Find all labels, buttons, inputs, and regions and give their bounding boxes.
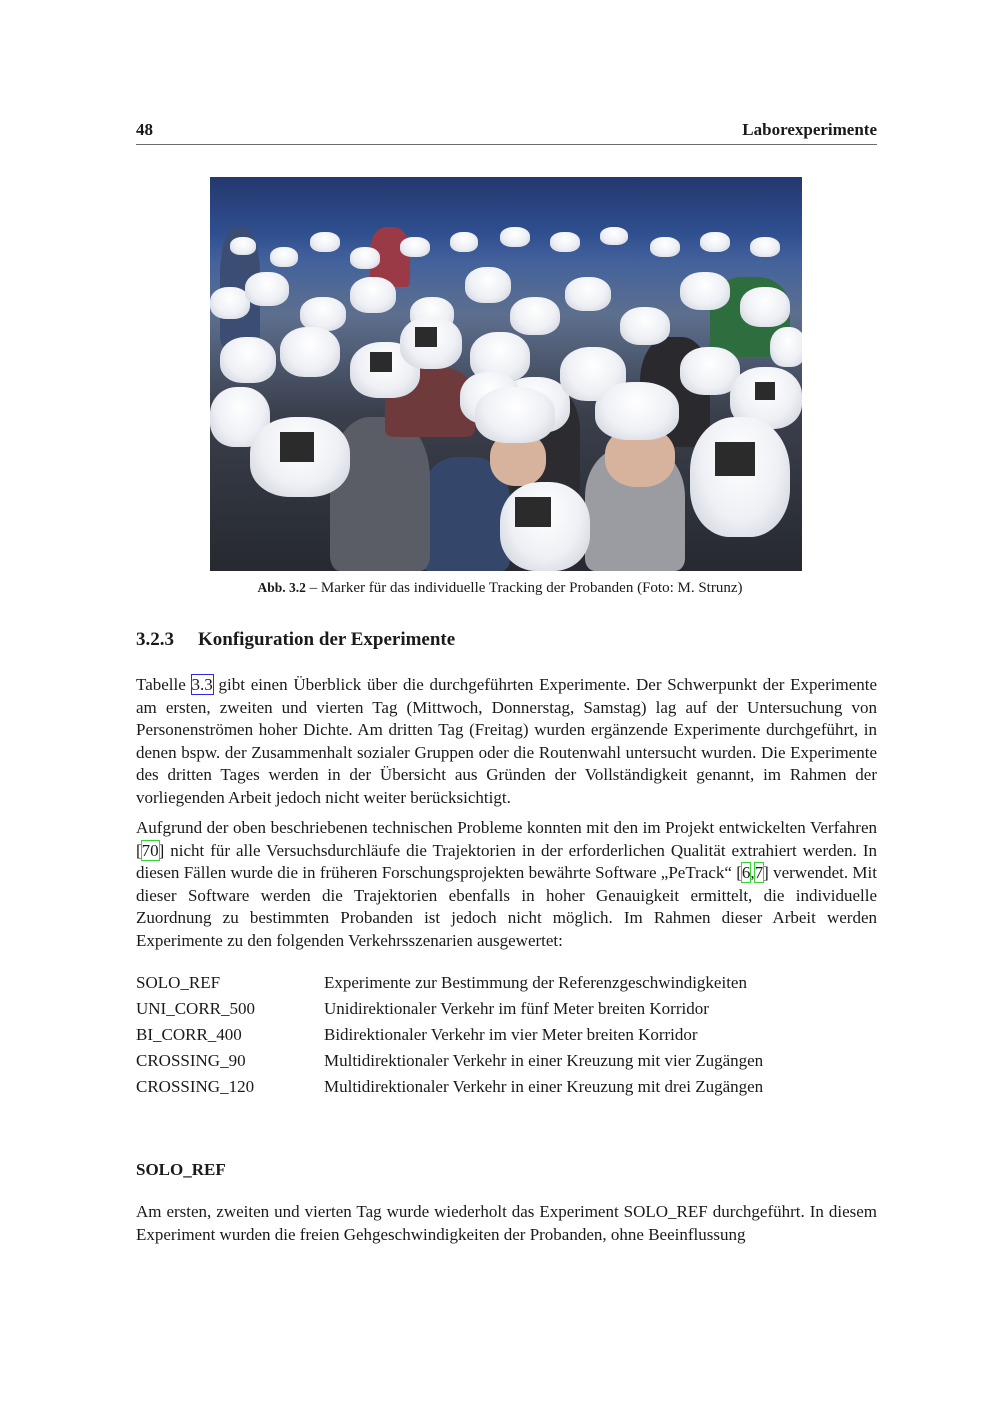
scenario-item xyxy=(136,999,877,1025)
scenario-description: Bidirektionaler Verkehr im vier Meter breiten Korridor xyxy=(324,1025,698,1044)
photo-hat xyxy=(750,237,780,257)
scenario-term: UNI_CORR_500 xyxy=(136,999,256,1018)
caption-separator: – xyxy=(305,580,321,596)
scenario-item xyxy=(136,1077,877,1103)
tracking-marker xyxy=(715,442,755,476)
photo-hat xyxy=(500,227,530,247)
photo-hat xyxy=(600,227,628,245)
paragraph-text: ] verwendet. Mit dieser Software werden die Trajektorien ebenfalls in hoher Genauigkeit ermittelt, die individuelle Zuordnung zu bestimmten Probanden ist jedoch nicht möglich. Im Rahmen dieser Arbeit werden Experimente zu den folgenden Verkehrsszenarien ausgewertet: xyxy=(136,863,877,950)
photo-hat xyxy=(680,272,730,310)
photo-hat xyxy=(700,232,730,252)
photo-hat xyxy=(220,337,276,383)
photo-hat xyxy=(620,307,670,345)
photo-hat xyxy=(300,297,346,331)
paragraph-text: ] nicht für alle Versuchsdurchläufe die Trajektorien in der erforderlichen Qualität extrahiert werden. In diesen Fällen wurde die in früheren Forschungsprojekten bewährte Software „PeTrack“ [ xyxy=(136,840,877,883)
photo-hat xyxy=(270,247,298,267)
scenario-description: Multidirektionaler Verkehr in einer Kreuzung mit drei Zugängen xyxy=(324,1077,764,1096)
table-reference-link[interactable]: 3.3 xyxy=(191,675,213,694)
tracking-marker xyxy=(755,382,775,400)
section-heading xyxy=(136,629,455,651)
tracking-marker xyxy=(280,432,314,462)
photo-hat xyxy=(550,232,580,252)
photo-hat xyxy=(650,237,680,257)
photo-hat xyxy=(690,417,790,537)
running-title: Laborexperimente xyxy=(742,120,877,139)
paragraph-methods xyxy=(136,817,877,953)
photo-hat xyxy=(245,272,289,306)
scenario-term: CROSSING_90 xyxy=(136,1051,246,1070)
photo-hat xyxy=(230,237,256,255)
paragraph-text: Tabelle xyxy=(136,675,192,694)
running-header xyxy=(136,118,877,145)
scenario-item xyxy=(136,973,877,999)
paragraph-text: gibt einen Überblick über die durchgeführten Experimente. Der Schwerpunkt der Experimente am ersten, zweiten und vierten Tag (Mittwoch, Donnerstag, Samstag) lag auf der Untersuchung von Personenströmen hoher Dichte. Am dritten Tag (Freitag) wurden ergänzende Experimente durchgeführt, in denen bspw. der Zusammenhalt sozialer Gruppen oder die Routenwahl untersucht wurden. Die Experimente des dritten Tages werden in der Übersicht aus Gründen der Vollständigkeit genannt, im Rahmen der vorliegenden Arbeit jedoch nicht weiter berücksichtigt. xyxy=(136,675,878,807)
paragraph-solo-ref: Am ersten, zweiten und vierten Tag wurde wiederholt das Experiment SOLO_REF durchgeführt. In diesem Experiment wurden die freien Gehgeschwindigkeiten der Probanden, ohne Beeinflussung xyxy=(136,1202,877,1244)
tracking-marker xyxy=(370,352,392,372)
photo-hat xyxy=(350,277,396,313)
page-number: 48 xyxy=(136,120,153,139)
section-title: Konfiguration der Experimente xyxy=(198,629,456,650)
tracking-marker xyxy=(415,327,437,347)
citation-link[interactable]: 70 xyxy=(141,840,159,860)
photo-hat xyxy=(280,327,340,377)
scenario-description: Experimente zur Bestimmung der Referenzgeschwindigkeiten xyxy=(324,973,747,992)
subsection-heading: SOLO_REF xyxy=(136,1160,226,1179)
figure-photo xyxy=(210,177,802,571)
tracking-marker xyxy=(515,497,551,527)
photo-hat xyxy=(595,382,679,440)
caption-text: Marker für das individuelle Tracking der Probanden (Foto: M. Strunz) xyxy=(320,580,743,596)
photo-hat xyxy=(770,327,802,367)
scenario-item xyxy=(136,1051,877,1077)
photo-hat xyxy=(210,287,250,319)
scenario-list xyxy=(136,973,877,1103)
scenario-description: Unidirektionaler Verkehr im fünf Meter breiten Korridor xyxy=(324,999,709,1018)
photo-hat xyxy=(565,277,611,311)
photo-hat xyxy=(510,297,560,335)
scenario-term: BI_CORR_400 xyxy=(136,1025,242,1044)
photo-hat xyxy=(310,232,340,252)
figure-caption xyxy=(0,580,1000,597)
citation-link[interactable]: 6 xyxy=(741,863,751,883)
scenario-description: Multidirektionaler Verkehr in einer Kreuzung mit vier Zugängen xyxy=(324,1051,764,1070)
section-number: 3.2.3 xyxy=(136,629,174,650)
paragraph-text: Aufgrund der oben beschriebenen technischen Probleme konnten mit den im Projekt entwickelten Verfahren [ xyxy=(136,818,877,860)
photo-hat xyxy=(450,232,478,252)
paragraph-overview xyxy=(136,674,877,810)
scenario-item xyxy=(136,1025,877,1051)
photo-hat xyxy=(475,387,555,443)
caption-label: Abb. 3.2 xyxy=(257,580,306,595)
photo-hat xyxy=(400,237,430,257)
photo-hat xyxy=(465,267,511,303)
scenario-term: SOLO_REF xyxy=(136,973,221,992)
citation-separator: , xyxy=(750,863,755,883)
photo-hat xyxy=(350,247,380,269)
photo-hat xyxy=(740,287,790,327)
scenario-term: CROSSING_120 xyxy=(136,1077,255,1096)
citation-link[interactable]: 7 xyxy=(754,863,764,883)
